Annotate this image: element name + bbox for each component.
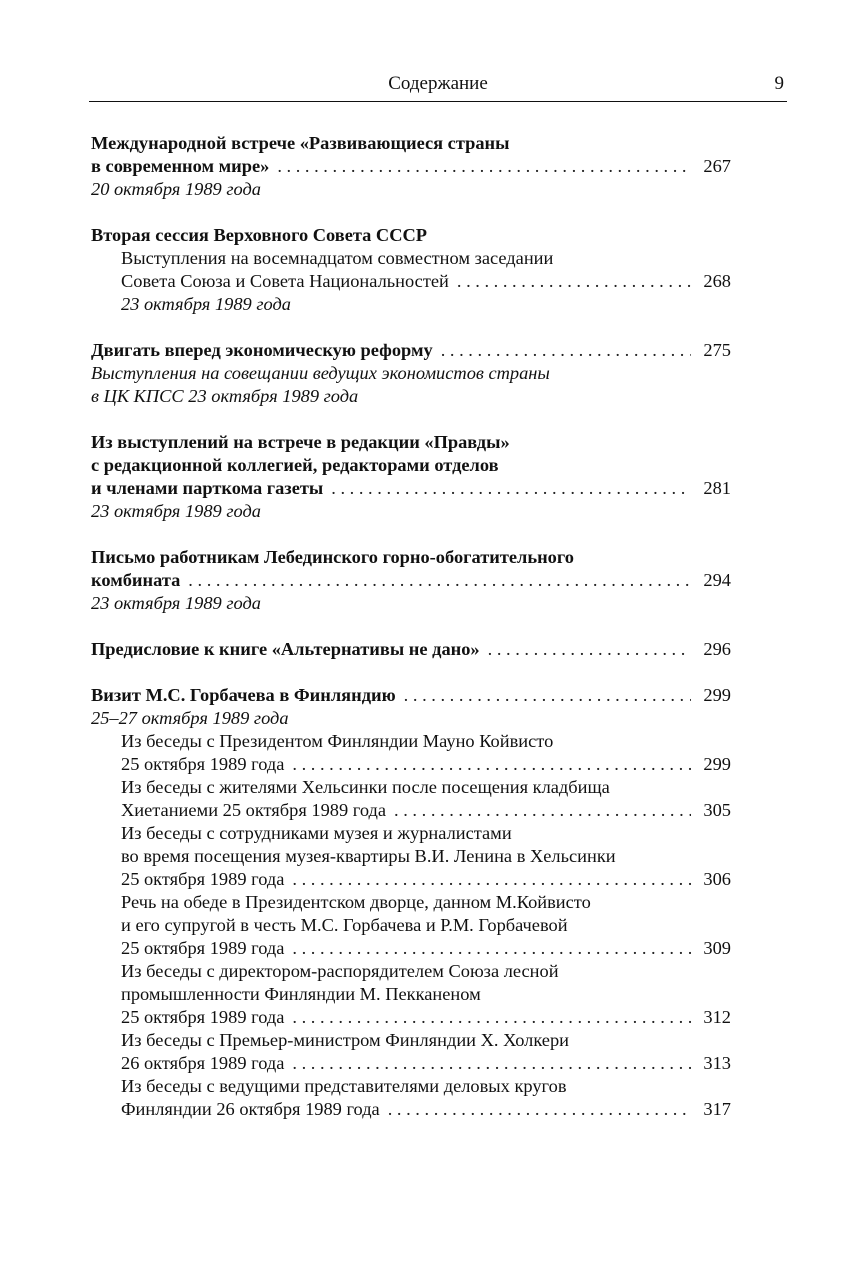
dot-leader <box>488 638 691 661</box>
entry-note: в ЦК КПСС 23 октября 1989 года <box>91 386 359 406</box>
entry-title-line: и членами парткома газеты <box>91 478 324 498</box>
entry-title-line: Предисловие к книге «Альтернативы не дано» <box>91 639 480 659</box>
dot-leader <box>292 868 691 891</box>
entry-date: 23 октября 1989 года <box>91 501 261 521</box>
entry-title-line: Визит М.С. Горбачева в Финляндию <box>91 685 396 705</box>
dot-leader <box>388 1098 691 1121</box>
entry-subtitle-line: Выступления на восемнадцатом совместном заседании <box>121 248 554 268</box>
dot-leader <box>457 270 691 293</box>
dot-leader <box>277 155 691 178</box>
dot-leader <box>292 937 691 960</box>
subentry-leader-line[interactable] <box>91 1098 731 1121</box>
entry-leader-line[interactable] <box>91 155 731 178</box>
dot-leader <box>188 569 691 592</box>
dot-leader <box>292 1052 691 1075</box>
subentry-page: 312 <box>703 1007 731 1027</box>
table-of-contents <box>91 132 731 1121</box>
page-number: 9 <box>774 73 784 94</box>
subentry-line: Хиетаниеми 25 октября 1989 года <box>121 800 387 820</box>
entry-leader-line[interactable] <box>91 569 731 592</box>
subentry-leader-line[interactable] <box>91 937 731 960</box>
entry-leader-line[interactable] <box>91 477 731 500</box>
toc-entry <box>91 546 731 615</box>
toc-entry <box>91 132 731 201</box>
subentry-line: Из беседы с директором-распорядителем Союза лесной <box>121 961 559 981</box>
subentry-page: 313 <box>703 1053 731 1073</box>
entry-leader-line[interactable] <box>91 638 731 661</box>
subentry-leader-line[interactable] <box>91 868 731 891</box>
entry-page: 268 <box>703 271 731 291</box>
subentry-leader-line[interactable] <box>91 1006 731 1029</box>
entry-title-line: Из выступлений на встрече в редакции «Правды» <box>91 432 510 452</box>
entry-date: 23 октября 1989 года <box>91 593 261 613</box>
subentry-leader-line[interactable] <box>91 1052 731 1075</box>
subentry-line: Финляндии 26 октября 1989 года <box>121 1099 380 1119</box>
entry-leader-line[interactable] <box>91 270 731 293</box>
subentry-page: 317 <box>703 1099 731 1119</box>
subentry-page: 306 <box>703 869 731 889</box>
entry-date: 23 октября 1989 года <box>121 294 291 314</box>
subentry-line: 25 октября 1989 года <box>121 869 285 889</box>
entry-page: 299 <box>703 685 731 705</box>
toc-entry <box>91 339 731 408</box>
subentry-page: 309 <box>703 938 731 958</box>
entry-title-line: Двигать вперед экономическую реформу <box>91 340 433 360</box>
subentry-line: и его супругой в честь М.С. Горбачева и Р.М. Горбачевой <box>121 915 568 935</box>
entry-page: 294 <box>703 570 731 590</box>
subentry-line: промышленности Финляндии М. Пекканеном <box>121 984 481 1004</box>
running-header <box>89 71 787 102</box>
subentry-line: Из беседы с Президентом Финляндии Мауно Койвисто <box>121 731 554 751</box>
subentry-page: 299 <box>703 754 731 774</box>
subentry-line: Из беседы с жителями Хельсинки после посещения кладбища <box>121 777 610 797</box>
entry-page: 281 <box>703 478 731 498</box>
dot-leader <box>394 799 691 822</box>
subentry-line: Из беседы с Премьер-министром Финляндии Х. Холкери <box>121 1030 570 1050</box>
subentry-line: 25 октября 1989 года <box>121 938 285 958</box>
entry-page: 275 <box>703 340 731 360</box>
dot-leader <box>441 339 691 362</box>
subentry-page: 305 <box>703 800 731 820</box>
entry-date: 25–27 октября 1989 года <box>91 708 289 728</box>
subentry-leader-line[interactable] <box>91 753 731 776</box>
entry-title-line: Письмо работникам Лебединского горно-обогатительного <box>91 547 574 567</box>
entry-note: Выступления на совещании ведущих экономистов страны <box>91 363 550 383</box>
subentry-line: во время посещения музея-квартиры В.И. Ленина в Хельсинки <box>121 846 616 866</box>
dot-leader <box>404 684 691 707</box>
entry-title-line: с редакционной коллегией, редакторами отделов <box>91 455 499 475</box>
entry-section-title: Вторая сессия Верховного Совета СССР <box>91 225 428 245</box>
subentry-line: Речь на обеде в Президентском дворце, данном М.Койвисто <box>121 892 591 912</box>
entry-title-line: в современном мире» <box>91 156 270 176</box>
entry-leader-line[interactable] <box>91 684 731 707</box>
entry-title-line: комбината <box>91 570 181 590</box>
entry-date: 20 октября 1989 года <box>91 179 261 199</box>
entry-leader-line[interactable] <box>91 339 731 362</box>
subentry-line: 25 октября 1989 года <box>121 754 285 774</box>
dot-leader <box>331 477 691 500</box>
entry-title-line: Международной встрече «Развивающиеся страны <box>91 133 510 153</box>
toc-entry <box>91 638 731 661</box>
dot-leader <box>292 1006 691 1029</box>
dot-leader <box>292 753 691 776</box>
subentry-line: 25 октября 1989 года <box>121 1007 285 1027</box>
subentry-line: Из беседы с ведущими представителями деловых кругов <box>121 1076 567 1096</box>
toc-entry <box>91 431 731 523</box>
toc-entry <box>91 684 731 1121</box>
header-title: Содержание <box>388 73 488 94</box>
entry-page: 267 <box>703 156 731 176</box>
subentry-leader-line[interactable] <box>91 799 731 822</box>
subentry-line: Из беседы с сотрудниками музея и журналистами <box>121 823 512 843</box>
subentry-line: 26 октября 1989 года <box>121 1053 285 1073</box>
toc-entry <box>91 224 731 316</box>
entry-subtitle-line: Совета Союза и Совета Национальностей <box>121 271 449 291</box>
entry-page: 296 <box>703 639 731 659</box>
